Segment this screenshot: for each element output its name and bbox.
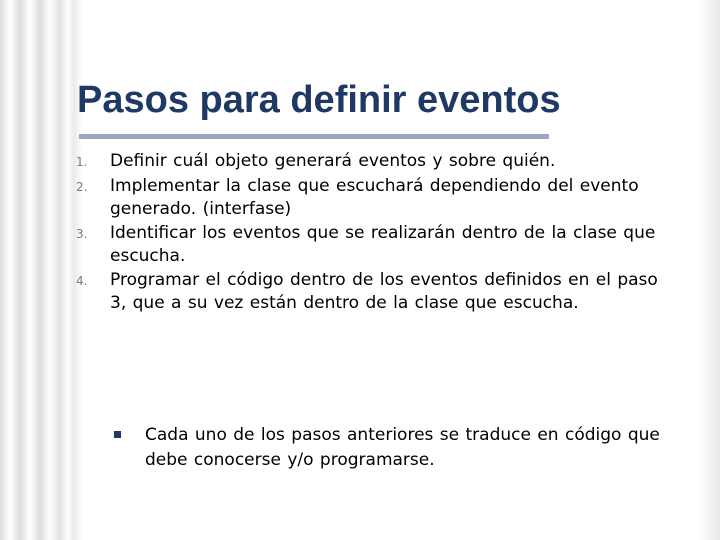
step-text: Implementar la clase que escuchará dependiendo del evento generado. (interfase) [110, 175, 639, 219]
step-number: 4. [76, 273, 88, 288]
step-text: Identificar los eventos que se realizarán dentro de la clase que escucha. [110, 222, 656, 266]
step-text: Definir cuál objeto generará eventos y sobre quién. [110, 151, 556, 171]
step-item [76, 269, 676, 316]
step-number: 3. [76, 226, 88, 241]
step-number: 1. [76, 155, 88, 169]
steps-list [76, 150, 676, 316]
square-bullet-icon [114, 423, 145, 438]
step-text: Programar el código dentro de los eventos definidos en el paso 3, que a su vez están dentro de la clase que escucha. [110, 269, 658, 313]
step-number: 2. [76, 179, 88, 194]
step-item [76, 175, 676, 222]
summary-text: Cada uno de los pasos anteriores se traduce en código que debe conocerse y/o programarse. [145, 425, 660, 470]
step-item [76, 222, 676, 269]
step-item [76, 150, 676, 175]
summary-note [114, 423, 714, 473]
title-underline [79, 134, 549, 139]
slide-title: Pasos para definir eventos [77, 79, 561, 121]
